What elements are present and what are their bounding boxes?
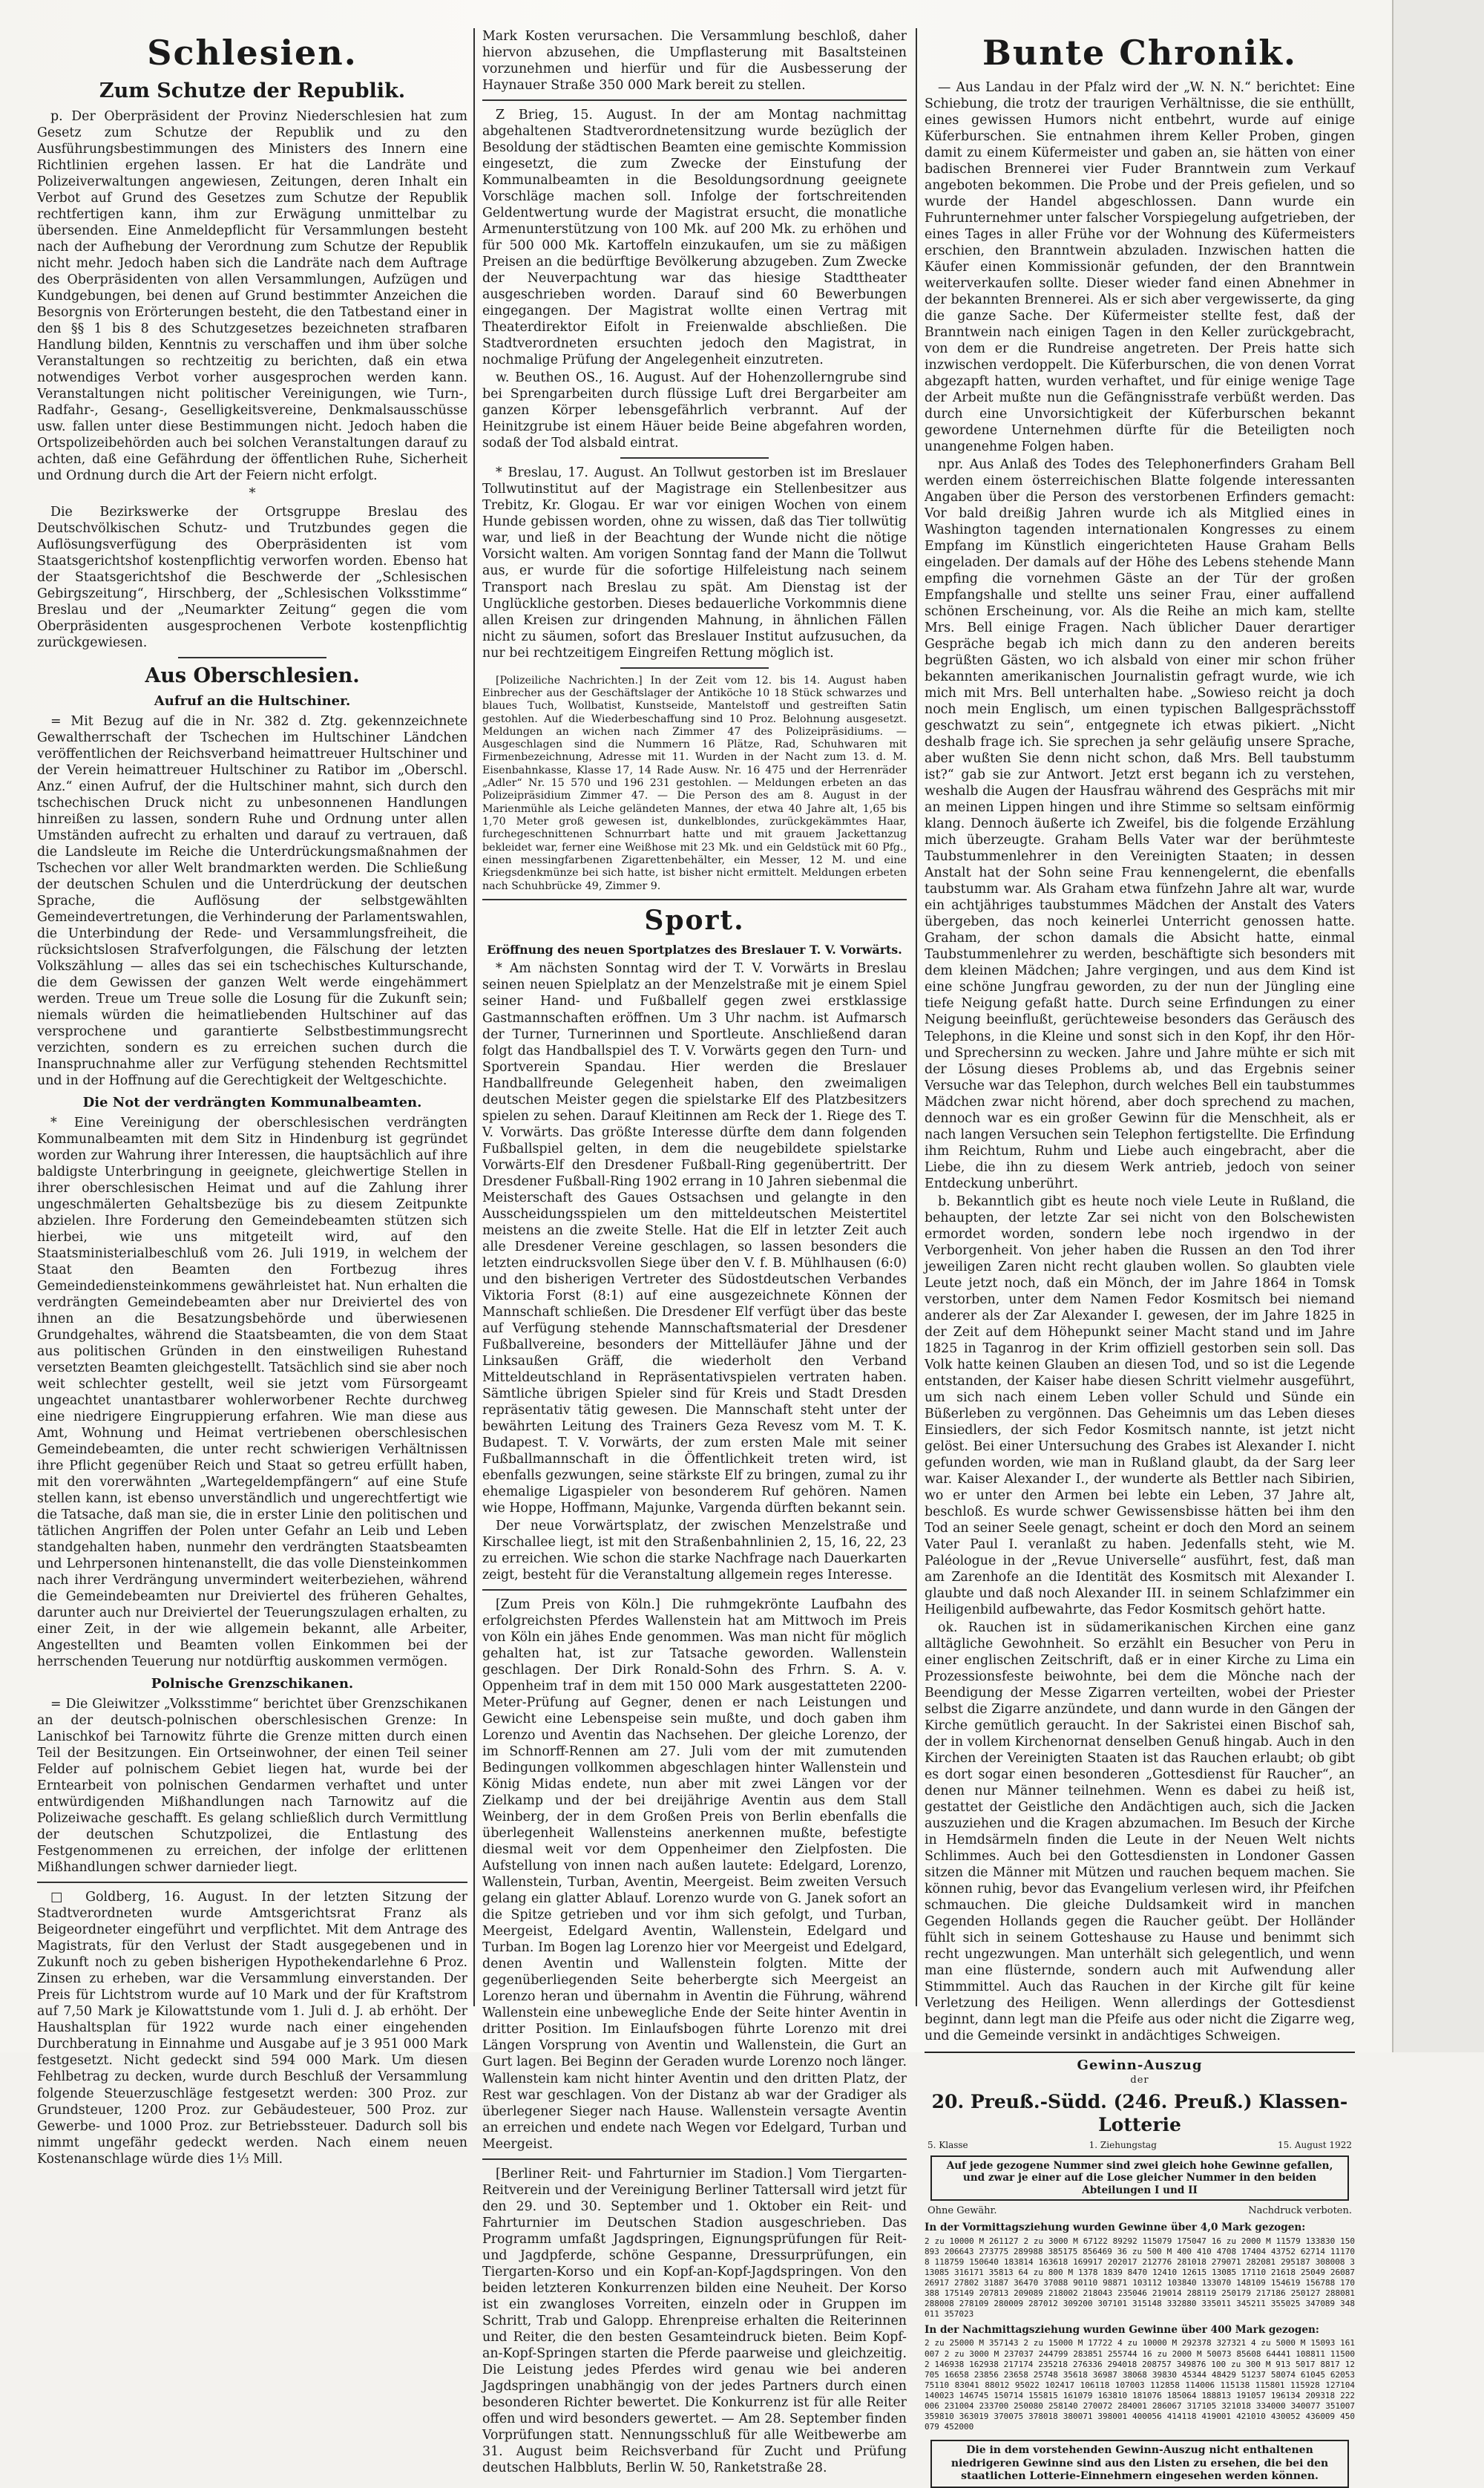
article-paragraph: = Die Gleiwitzer „Volksstimme“ berichtet über Grenzschikanen an der deutsch-polnischen oberschlesischen Grenze: In Lanischkof bei Tarnowitz führte die Grenze mitten durch einen Teil der Besitzungen. Ein Ortseinwohner, der einen Teil seiner Felder auf polnischem Gebiet liegen hat, wurde bei der Erntearbeit von polnischen Gendarmen verhaftet und unter entwürdigenden Mißhandlungen nach Tarnowitz auf die Polizeiwache geschafft. Es gelang schließlich durch Vermittlung der deutschen Schutzpolizei, die Entlastung des Festgenommenen zu erreichen, der infolge der erlittenen Mißhandlungen schwer darnieder liegt.: [37, 1697, 467, 1876]
headline-schutz-republik: Zum Schutze der Republik.: [99, 79, 406, 102]
article-paragraph: w. Beuthen OS., 16. August. Auf der Hohenzollerngrube sind bei Sprengarbeiten durch flüssige Luft drei Bergarbeiter am ganzen Körper lebensgefährlich verbrannt. Auf der Heinitzgrube ist einem Häuer beide Beine abgefahren worden, sodaß der Tod alsbald eintrat.: [482, 370, 907, 451]
lottery-date: 15. August 1922: [1277, 2139, 1352, 2150]
article-paragraph: p. Der Oberpräsident der Provinz Niederschlesien hat zum Gesetz zum Schutze der Republik und zu den Ausführungsbestimmungen des Ministers des Innern eine Richtlinien ergehen lassen. Er hat die Landräte und Polizeiverwaltungen angewiesen, Zeitungen, deren Inhalt ein Verbot auf Grund des Gesetzes zum Schutze der Republik rechtfertigen kann, ihm zur Erwägung unmittelbar zu übersenden. Eine Anmeldepflicht für Versammlungen besteht nach der Aufhebung der Verordnung zum Schutze der Republik nicht mehr. Jedoch haben sich die Landräte nach dem Auftrage des Oberpräsidenten von allen Versammlungen, Aufzügen und Kundgebungen, bei denen auf Grund bestimmter Anzeichen die Besorgnis von Erörterungen besteht, die den Tatbestand einer in den §§ 1 bis 8 des Schutzgesetzes bezeichneten strafbaren Handlung bilden, Kenntnis zu verschaffen und ihm über solche Veranstaltungen so rechtzeitig zu berichten, daß ein etwa notwendiges Verbot vorher ausgesprochen werden kann. Veranstaltungen nicht politischer Vereinigungen, wie Turn-, Radfahr-, Gesang-, Geselligkeitsvereine, Denkmalsausschüsse usw. fallen unter diese Bestimmungen nicht. Jedoch haben die Ortspolizeibehörden auch bei solchen Veranstaltungen darauf zu achten, daß eine Gefährdung der öffentlichen Ruhe, Sicherheit und Ordnung durch die Art der Feiern nicht erfolgt.: [37, 108, 467, 483]
article-paragraph: Die Bezirkswerke der Ortsgruppe Breslau des Deutschvölkischen Schutz- und Trutzbundes gegen die Auflösungsverfügung des Oberpräsidenten ist vom Staatsgerichtshof kostenpflichtig verworfen worden. Ebenso hat der Staatsgerichtshof die Beschwerde der „Schlesischen Gebirgszeitung“, Hirschberg, der „Schlesischen Volksstimme“ Breslau und der „Neumarkter Zeitung“ gegen die vom Oberpräsidenten ausgesprochenen Verbote kostenpflichtig zurückgewiesen.: [37, 504, 467, 650]
article-paragraph: ok. Rauchen ist in südamerikanischen Kirchen eine ganz alltägliche Gewohnheit. So erzählt ein Besucher von Peru in einer englischen Zeitschrift, daß er in einer Kirche zu Lima ein Prozessionsfeste beiwohnte, bei dem die Mönche nach der Beendigung der Messe Zigarren verteilten, wobei der Priester selbst die Zigarre anzündete, und dann wurde in den Gängen der Kirche gemütlich geraucht. In der Sakristei einen Bischof sah, der in vollem Kirchenornat denselben Genuß hingab. Auch in den Kirchen der Vereinigten Staaten ist das Rauchen erlaubt; ob gibt es dort sogar einen besonderen „Gottesdienst für Raucher“, an denen nur Männer teilnehmen. Wenn es dabei zu heiß ist, gestattet der Geistliche den Andächtigen auch, sich die Jacken auszuziehen und die Kragen abzumachen. Im Besuch der Kirche in Hemdsärmeln finden die Leute in der Neuen Welt nichts Schlimmes. Auch bei den Gottesdiensten in Londoner Gassen sitzen die Männer mit Mützen und rauchen bequem machen. Sie können ruhig, bevor das Evangelium verlesen wird, ihr Pfeifchen schmauchen. Die gleiche Duldsamkeit wird in manchen Gegenden Hollands gegen die Raucher geübt. Der Holländer fühlt sich in seinem Gotteshause zu Hause und benimmt sich recht ungezwungen. Man unterhält sich gelegentlich, und wenn man eine flüsternde, sondern auch mit Aufwendung aller Stimmmittel. Auch das Rauchen in der Kirche gilt für keine Verletzung des Heiligen. Wenn allerdings der Gottesdienst beginnt, dann legt man die Pfeife aus oder nicht die Zigarre weg, und die Gemeinde versinkt in andächtiges Schweigen.: [925, 1620, 1355, 2044]
article-paragraph: * Breslau, 17. August. An Tollwut gestorben ist im Breslauer Tollwutinstitut auf der Magistrage ein Stellenbesitzer aus Trebitz, Kr. Glogau. Er war vor einigen Wochen von einem Hunde gebissen worden, ohne zu wissen, daß das Tier tollwütig war, und ließ in der Beachtung der Wunde nicht die nötige Vorsicht walten. Am vorigen Sonntag fand der Mann die Tollwut aus, er wurde für die sofortige Hilfeleistung nach seinem Transport nach Breslau zu spät. Am Dienstag ist der Unglückliche gestorben. Dieses bedauerliche Vorkommnis diene allen Kreisen zur dringenden Mahnung, in ähnlichen Fällen nicht zu säumen, sofort das Breslauer Institut aufzusuchen, da nur bei rechtzeitigem Eingreifen Rettung möglich ist.: [482, 465, 907, 661]
lottery-afternoon-numbers: 2 zu 25000 M 357143 2 zu 15000 M 17722 4 zu 10000 M 292378 327321 4 zu 5000 M 15093 161007 2 zu 3000 M 237037 244799 283851 255744 16 zu 2000 M 50073 85608 64441 108811 115002 146938 162938 217174 235218 276336 294018 208757 349876 100 zu 300 M 913 5017 8817 12705 16658 23856 23658 25748 35618 36987 38068 39830 45344 48429 51237 58074 61045 62053 75110 83041 88012 95022 102417 106118 107003 112858 114006 115138 115801 115928 127104 140023 146745 150714 155815 161079 163810 181076 185064 188813 191057 196134 209318 222006 231004 233700 250080 258140 270072 284001 286067 317105 321018 334000 340077 351007 359810 363019 370075 378018 380071 398001 400056 414118 419001 421010 430052 436009 450079 452000: [925, 2338, 1355, 2432]
article-paragraph: * Am nächsten Sonntag wird der T. V. Vorwärts in Breslau seinen neuen Spielplatz an der Menzelstraße mit je einem Spiel seiner Hand- und Fußballelf gegen zwei erstklassige Gastmannschaften eröffnen. Um 3 Uhr nachm. ist Aufmarsch der Turner, Turnerinnen und Sportleute. Anschließend daran folgt das Handballspiel des T. V. Vorwärts gegen den Turn- und Sportverein Spandau. Hier werden die Breslauer Handballfreunde Gelegenheit haben, den zweimaligen deutschen Meister gegen die spielstarke Elf des Platzbesitzers spielen zu sehen. Darauf Kleitinnen am Reck der 1. Riege des T. V. Vorwärts. Das größte Interesse dürfte dem dann folgenden Fußballspiel gelten, in dem die neugebildete spielstarke Vorwärts-Elf den Dresdener Fußball-Ring gegenübertritt. Der Dresdener Fußball-Ring 1902 errang in 10 Jahren siebenmal die Meisterschaft des Gaues Ostsachsen und gelangte in den Ausscheidungsspielen um den mitteldeutschen Meistertitel meistens an die zweite Stelle. Hat die Elf in letzter Zeit auch alle Dresdener Vereine geschlagen, so lassen besonders die letzten eindrucksvollen Siege über den V. f. B. Mühlhausen (6:0) und den bisherigen Vertreter des Südostdeutschen Verbandes Viktoria Forst (8:1) auf eine ausgezeichnete Können der Mannschaft schließen. Die Dresdener Elf verfügt über das beste auf Verfügung stehende Mannschaftsmaterial der Dresdener Fußballvereine, besonders der Mittelläufer Jähne und der Linksaußen Gräff, die wiederholt den Verband Mitteldeutschland in Repräsentativspielen vertraten haben. Sämtliche übrigen Spieler sind für Kreis und Stadt Dresden repräsentativ tätig gewesen. Die Mannschaft steht unter der bewährten Leitung des Trainers Geza Revesz vom M. T. K. Budapest. T. V. Vorwärts, der zum ersten Male mit seiner Fußballmannschaft in die Öffentlichkeit treten wird, ist ebenfalls gezwungen, seine stärkste Elf zu bringen, zumal zu ihr ehemalige Ligaspieler von besonderem Ruf gehören. Namen wie Hoppe, Hoffmann, Majunke, Vargenda dürften bekannt sein.: [482, 961, 907, 1516]
lottery-head-der: der: [1130, 2075, 1149, 2086]
column-divider: [916, 28, 917, 2006]
section-title-bunte-chronik: Bunte Chronik.: [982, 33, 1298, 73]
lottery-notice: Auf jede gezogene Nummer sind zwei gleich hohe Gewinne gefallen, und zwar je einer auf die Lose gleicher Nummer in den beiden Abteilungen I und II: [930, 2155, 1349, 2201]
page-margin: [1393, 0, 1484, 2052]
lottery-disclaimers: [925, 2205, 1355, 2217]
column-schlesien: [37, 28, 467, 2167]
headline-oberschlesien: Aus Oberschlesien.: [145, 664, 360, 687]
article-paragraph: □ Goldberg, 16. August. In der letzten Sitzung der Stadtverordneten wurde Amtsgerichtsrat Franz als Beigeordneter eingeführt und verpflichtet. Mit dem Antrage des Magistrats, für den Verlust der Stadt ausgegebenen und in Zukunft noch zu geben bisherigen Hypothekendarlehne 6 Proz. Zinsen zu erheben, war die Versammlung einverstanden. Der Preis für Lichtstrom wurde auf 10 Mark und der für Kraftstrom auf 7,50 Mark je Kilowattstunde vom 1. Juli d. J. ab erhöht. Der Haushaltsplan für 1922 wurde nach einer eingehenden Durchberatung in Einnahme und Ausgabe auf je 3 951 000 Mark festgesetzt. Nicht gedeckt sind 594 000 Mark. Um diesen Fehlbetrag zu decken, wurde durch Beschluß der Versammlung folgende Steuerzuschläge festgesetzt werden: 300 Proz. zur Grundsteuer, 1200 Proz. zur Gebäudesteuer, 500 Proz. zur Gewerbe- und 1000 Proz. zur Betriebssteuer. Dadurch soll bis nimmt ungefähr gedeckt werden. Nach einem neuen Kostenanschlage würde dies 1⅓ Mill.: [37, 1890, 467, 2167]
article-paragraph: [Berliner Reit- und Fahrturnier im Stadion.] Vom Tiergarten-Reitverein und der Vereinigung Berliner Tattersall wird jetzt für den 29. und 30. September und 1. Oktober ein Reit- und Fahrturnier im Deutschen Stadion ausgeschrieben. Das Programm umfaßt Jagdspringen, Eignungsprüfungen für Reit- und Jagdpferde, schöne Gespanne, Dressurprüfungen, ein Tiergarten-Korso und ein Kopf-an-Kopf-Jagdspringen. Von den beiden letzteren Konkurrenzen bilden eine Neuheit. Der Korso ist ein zwangloses Vorreiten, einzeln oder in Gruppen im Schritt, Trab und Galopp. Ehrenpreise erhalten die Reiterinnen und Reiter, die den besten Gesamteindruck bieten. Beim Kopf-an-Kopf-Springen starten die Pferde paarweise und gleichzeitig. Die Leistung jedes Pferdes wird genau wie bei anderen Jagdspringen unabhängig von der jedes Partners durch einen besonderen Richter bewertet. Die Konkurrenz ist für alle Reiter offen und wird besonders gewertet. — Am 28. September finden Vorprüfungen statt. Nennungsschluß für alle Weitbewerbe am 31. August beim Reichsverband für Zucht und Prüfung deutschen Halbbluts, Berlin W. 50, Ranketstraße 28.: [482, 2166, 907, 2475]
column-divider: [473, 28, 475, 2006]
lottery-morning-numbers: 2 zu 10000 M 261127 2 zu 3000 M 67122 89292 115079 175047 16 zu 2000 M 11579 133830 150893 206643 273775 289988 385175 856469 36 zu 500 M 400 410 4708 17404 43752 62714 111708 118759 150640 183814 163618 169917 202017 212776 281018 279071 282081 295187 308008 313085 316171 35813 64 zu 800 M 1378 1839 8470 12410 12615 13085 17110 21618 25049 26087 26917 27802 31887 36470 37088 90110 98871 103112 103840 133070 148109 154619 156788 170388 175149 207813 209089 218002 218043 235046 219014 288119 250179 217186 250127 288081 288008 278109 280009 287012 309200 307101 315148 332880 335011 345211 355025 347089 348011 357023: [925, 2236, 1355, 2320]
separator-rule: [37, 1882, 467, 1883]
lottery-footer: Die in dem vorstehenden Gewinn-Auszug nicht enthaltenen niedrigeren Gewinne sind aus den Listen zu ersehen, die bei den staatlichen Lotterie-Einnehmern eingesehen werden können.: [930, 2440, 1349, 2488]
article-paragraph: Der neue Vorwärtsplatz, der zwischen Menzelstraße und Kirschallee liegt, ist mit den Straßenbahnlinien 2, 15, 16, 22, 23 zu erreichen. Wie schon die starke Nachfrage nach Dauerkarten zeigt, besteht für die Veranstaltung allgemein reges Interesse.: [482, 1518, 907, 1583]
separator-rule: [482, 2158, 907, 2160]
article-paragraph: b. Bekanntlich gibt es heute noch viele Leute in Rußland, die behaupten, der letzte Zar sei nicht von den Bolschewisten ermordet worden, sondern lebe noch irgendwo in der Verborgenheit. Von jeher haben die Russen an den Tod ihrer jeweiligen Zaren nicht recht glauben wollen. So glaubten viele Leute jetzt noch, daß ein Mönch, der im Jahre 1864 in Tomsk verstorben, unter dem Namen Fedor Kosmitsch bei niemand anderer als der Zar Alexander I. gewesen, der im Jahre 1825 in der Zeit auf dem Höhepunkt seiner Macht stand und im Jahre 1825 in Taganrog in der Krim offiziell gestorben sein soll. Das Volk hatte keinen Glauben an diesen Tod, und so ist die Legende entstanden, der Kaiser habe diesen Schritt vielmehr ausgeführt, um sich nach einem Leben voller Schuld und Sünde ein Büßerleben zu vergönnen. Das Geheimnis um das Leben dieses Einsiedlers, der sich Fedor Kosmitsch nannte, ist jetzt nicht gelöst. Bei einer Untersuchung des Grabes ist Alexander I. nicht gefunden worden, wie man in Rußland glaubt, da der Sarg leer war. Kaiser Alexander I., der wunderte als Bettler nach Sibirien, wo er unter den Armen bei lebte ein Leben, 37 Jahre alt, beschloß. Es wurde schwer Gewissensbisse hätten bei ihm den Tod an seiner Seele genagt, scheint er doch den Mord an seinem Vater Paul I. veranlaßt zu haben. Jedenfalls steht, wie M. Paléologue in der „Revue Universelle“ ausführt, fest, daß man am Zarenhofe an die Identität des Kosmitsch mit Alexander I. glaubte und daß noch Alexander III. in seinem Schlafzimmer ein Heiligenbild aufbewahrte, das Fedor Kosmitsch gehört hatte.: [925, 1194, 1355, 1618]
lottery-no-reprint: Nachdruck verboten.: [1248, 2205, 1352, 2217]
subhead-kommunalbeamte: Die Not der verdrängten Kommunalbeamten.: [82, 1095, 422, 1111]
lottery-results: [925, 2052, 1355, 2487]
separator-asterisk: *: [249, 485, 256, 501]
article-paragraph: Mark Kosten verursachen. Die Versammlung beschloß, daher hiervon abzusehen, die Umpflasterung mit Basaltsteinen vorzunehmen und hierfür und für die Ausbesserung der Haynauer Straße 350 000 Mark bereit zu stellen.: [482, 29, 907, 94]
subhead-grenzschikanen: Polnische Grenzschikanen.: [151, 1676, 354, 1692]
article-paragraph: [Zum Preis von Köln.] Die ruhmgekrönte Laufbahn des erfolgreichsten Pferdes Wallenstein hat am Mittwoch im Preis von Köln ein jähes Ende genommen. Was man nicht für möglich gehalten hat, ist zur Tatsache geworden. Wallenstein geschlagen. Der Dirk Ronald-Sohn des Frhrn. S. A. v. Oppenheim traf in dem mit 150 000 Mark ausgestatteten 2200-Meter-Prüfung auf Gegner, denen er nach Leistungen und Gewicht eine Lebenspeise sein mußte, und doch gaben ihm Lorenzo und Aventin das Nachsehen. Der gleiche Lorenzo, der im Schnorff-Rennen am 27. Juli vom der mit zumutenden Bedingungen vollkommen abgeschlagen hinter Wallenstein und König Midas endete, nun aber mit zwei Längen vor der Zielkamp und der bei dreijährige Aventin aus dem Stall Weinberg, der in dem Großen Preis von Berlin ebenfalls die überlegenheit Wallensteins anerkennen mußte, befestigte diesmal weit vor dem Oppenheimer den Zielpfosten. Die Aufstellung von innen nach außen lautete: Edelgard, Lorenzo, Wallenstein, Turban, Aventin, Meergeist. Beim zweiten Versuch gelang ein glatter Ablauf. Lorenzo wurde von G. Janek sofort an die Spitze getrieben und vor ihm sich gefolgt, und Turban, Meergeist, Edelgard Aventin, Wallenstein, Edelgard und Turban. Im Bogen lag Lorenzo hier vor Meergeist und Edelgard, denen Aventin und Wallenstein folgten. Mitte der gegenüberliegenden Seite beherbergte sich Meergeist an Lorenzo heran und übernahm in Aventin die Führung, während Wallenstein eine unbewegliche Ende der Seite hinter Aventin in dritter Position. Im Einlaufsbogen führte Lorenzo mit drei Längen Vorsprung von Aventin und Wallenstein, die Gurt an Gurt lagen. Bei Beginn der Geraden wurde Lorenzo noch länger. Wallenstein kam nicht hinter Aventin und den dritten Platz, der Rest war geschlagen. Von der Distanz ab war der Gradiger als überlegener Sieger nach Hause. Wallenstein versagte Aventin an erreichen und endete nach Wegen vor Edelgard, Turban und Meergeist.: [482, 1597, 907, 2152]
article-paragraph: npr. Aus Anlaß des Todes des Telephonerfinders Graham Bell werden einem österreichischen Blatte folgende interessanten Angaben über die Person des verstorbenen Erfinders gemacht: Vor bald dreißig Jahren wurde ich als Mitglied eines in Washington tagenden internationalen Kongresses zu einem Empfang im Künstlich eingerichteten Hause Graham Bells eingeladen. Der damals auf der Höhe des Lebens stehende Mann empfing die vornehmen Gäste an der Tür der großen Empfangshalle und stellte uns seiner Frau, einer auffallend schönen Erscheinung, vor. Als die Reihe an mich kam, stellte Mrs. Bell einige Fragen. Nach üblicher Dauer derartiger Gespräche begab ich mich dann zu den anderen bereits begrüßten Gästen, wo ich alsbald von einer mir schon früher bekannten amerikanischen Journalistin gefragt wurde, wie ich mich mit Mrs. Bell unterhalten habe. „Sowieso reicht ja doch noch mein Englisch, um einen typischen Ballgesprächsstoff geschwatzt zu sein“, entgegnete ich etwas pikiert. „Nicht deshalb frage ich. Sie sprechen ja sehr geläufig unsere Sprache, aber wußten Sie denn nicht schon, daß Mrs. Bell taubstumm ist?“ gab sie zur Antwort. Jetzt erst begann ich zu verstehen, weshalb die Augen der Hausfrau während des Gesprächs mit mir an meinen Lippen hingen und ihre Stimme so seltsam einförmig klang. Dennoch äußerte ich Zweifel, bis die folgende Erzählung mich überzeugte. Graham Bells Vater war der berühmteste Taubstummenlehrer in den Vereinigten Staaten; in dessen Anstalt hat der Sohn seine Frau kennengelernt, die ebenfalls taubstumm war. Als Graham etwa fünfzehn Jahre alt war, wurde ein achtjähriges taubstummes Mädchen der Anstalt des Vaters übergeben, das noch keinerlei Unterricht genossen hatte. Graham, der schon damals die Absicht hatte, einmal Taubstummenlehrer zu werden, beschäftigte sich besonders mit dem kleinen Mädchen; Jahre vergingen, und aus dem Kind ist eine schöne Jungfrau geworden, zu der nun der Jüngling eine tiefe Neigung gefaßt hatte. Durch seine Erfindungen zu einer Neigung beeinflußt, gerüchteweise besonders das Geräusch des Telephons, in die Kleine und sonst sich in den Kopf, ihr den Hör- und Sprechersinn zu wecken. Jahre und Jahre mühte er sich mit der Lösung dieses Problems ab, und das Ergebnis seiner Versuche war das Telephon, durch welches Bell ein taubstummes Mädchen zwar nicht hörend, aber doch sprechend zu machen, dennoch war es ein großer Gewinn für die Menschheit, als er nach langen Versuchen sein Telephon fertigstellte. Die Erfindung ihm Reichtum, Ruhm und Liebe auch eingebracht, aber die Liebe, die ihn zu diesem Werk antrieb, jedoch von seiner Entdeckung unberührt.: [925, 456, 1355, 1191]
subhead-aufruf: Aufruf an die Hultschiner.: [154, 693, 351, 709]
section-title-schlesien: Schlesien.: [147, 33, 358, 73]
separator-rule: [620, 667, 769, 669]
subhead-sportplatz: Eröffnung des neuen Sportplatzes des Breslauer T. V. Vorwärts.: [487, 943, 902, 957]
column-bunte-chronik: [925, 28, 1355, 2483]
lottery-afternoon-heading: In der Nachmittagsziehung wurden Gewinne über 400 Mark gezogen:: [925, 2324, 1319, 2337]
article-paragraph: Z Brieg, 15. August. In der am Montag nachmittag abgehaltenen Stadtverordnetensitzung wurde bezüglich der Besoldung der städtischen Beamten eine gemischte Kommission eingesetzt, die zum Zwecke der Einstufung der Kommunalbeamten in die Besoldungsordnung geeignete Vorschläge machen soll. Infolge der fortschreitenden Geldentwertung wurde der Magistrat ersucht, die monatliche Armenunterstützung von 100 Mk. auf 200 Mk. zu erhöhen und für 500 000 Mk. Kartoffeln einzukaufen, um sie zu mäßigen Preisen an die bedürftige Bevölkerung abzugeben. Zum Zwecke der Neuverpachtung war das hiesige Stadttheater ausgeschrieben worden. Darauf sind 60 Bewerbungen eingegangen. Der Magistrat wollte einen Vertrag mit Theaterdirektor Eifolt in Freienwalde abschließen. Die Stadtverordneten ersuchten jedoch den Magistrat, in nochmalige Prüfung der Angelegenheit einzutreten.: [482, 108, 907, 368]
police-notice: [Polizeiliche Nachrichten.] In der Zeit vom 12. bis 14. August haben Einbrecher aus der Geschäftslager der Antiköche 10 18 Stück schwarzes und blaues Tuch, Wollbatist, Kunstseide, Mantelstoff und gestreiften Satin gestohlen. Auf die Wiederbeschaffung sind 10 Proz. Belohnung ausgesetzt. Meldungen an wichen nach Zimmer 47 des Polizeipräsidiums. — Ausgeschlagen sind die Nummern 16 Plätze, Rad, Schuhwaren mit Firmenbezeichnung, Adresse mit 11. Wurden in der Nacht zum 13. d. M. Eisenbahnkasse, Klasse 17, 14 Rade Ausw. Nr. 16 475 und der Herrenräder „Adler“ Nr. 15 570 und 196 231 gestohlen. — Meldungen erbeten an das Polizeipräsidium Zimmer 47. — Die Person des am 8. August in der Marienmühle als Leiche geländeten Mannes, der etwa 40 Jahre alt, 1,65 bis 1,70 Meter groß gewesen ist, dunkelblondes, zurückgekämmtes Haar, furchegeschnittenen Schnurrbart hatte und mit grauem Jackettanzug bekleidet war, ferner eine Weißhose mit 23 Mk. und ein Geldstück mit 60 Pfg., einen messingfarbenen Zigarettenbehälter, ein Messer, 12 M. und eine Kriegsdenkmünze bei sich hatte, ist bisher nicht ermittelt. Meldungen erbeten nach Schuhbrücke 49, Zimmer 9.: [482, 674, 907, 892]
article-paragraph: * Eine Vereinigung der oberschlesischen verdrängten Kommunalbeamten mit dem Sitz in Hindenburg ist gegründet worden zur Wahrung ihrer Interessen, die hauptsächlich auf ihre baldigste Unterbringung in geeignete, gleichwertige Stellen in ihrer oberschlesischen Heimat und auf die Zahlung ihrer ungeschmälerten Gehaltsbezüge bis zu diesem Zeitpunkte abzielen. Ihre Forderung den Gemeindebeamten stützen sich hierbei, wie uns mitgeteilt wird, auf den Staatsministerialbeschluß vom 26. Juli 1919, in welchem der Staat den Beamten den Fortbezug ihres Gemeindediensteinkommens gewährleistet hat. Nun erhalten die verdrängten Gemeindebeamten aber nur Dreiviertel des von ihnen an die Besatzungsbehörde und überwiesenen Grundgehaltes, während die Staatsbeamten, die von dem Staat aus politischen Gründen in den einstweiligen Ruhestand versetzten Beamten gleichgestellt. Tatsächlich sind sie aber noch weit schlechter gestellt, weil sie jetzt vom Fürsorgeamt ungeachtet unantastbarer wohlerworbener Rechte durchweg eine niedrigere Eingruppierung erfahren. Wie man diese aus Amt, Wohnung und Heimat vertriebenen oberschlesischen Gemeindebeamten, die unter recht schwierigen Verhältnissen ihre Pflicht gegenüber Reich und Staat so getreu erfüllt haben, mit den vorerwähnten „Wartegeldempfängern“ auf eine Stufe stellen kann, ist ebenso unverständlich und ungerechtfertigt wie die Tatsache, daß man sie, die in erster Linie den politischen und tätlichen Angriffen der Polen unter Gefahr an Leib und Leben standgehalten haben, nunmehr den verdrängten Staatsbeamten und Lehrpersonen hintenanstellt, die das volle Diensteinkommen nach ihrer Verdrängung unvermindert weiterbeziehen, während die Gemeindebeamten nur Dreiviertel des früheren Gehaltes, darunter auch nur Dreiviertel der Teuerungszulagen erhalten, zu einer Zeit, in der wie allgemein bekannt, alle Arbeiter, Angestellten und Beamten vollen Einkommen bei der herrschenden Teuerung nur notdürftig auskommen vermögen.: [37, 1115, 467, 1670]
lottery-title: 20. Preuß.-Südd. (246. Preuß.) Klassen-Lotterie: [931, 2090, 1348, 2136]
lottery-head: Gewinn-Auszug: [1077, 2057, 1203, 2074]
article-paragraph: = Mit Bezug auf die in Nr. 382 d. Ztg. gekennzeichnete Gewaltherrschaft der Tschechen im Hultschiner Ländchen veröffentlichen der Reichsverband heimattreuer Hultschiner und der Verein heimattreuer Hultschiner zu Ratibor im „Oberschl. Anz.“ einen Aufruf, der die Hultschiner mahnt, sich durch den tschechischen Druck nicht zu unbesonnenen Handlungen hinreißen zu lassen, sondern Ruhe und Ordnung unter allen Umständen aufrecht zu erhalten und darauf zu vertrauen, daß die Landsleute im Reiche die Unterdrückungsmaßnahmen der Tschechen vor aller Welt brandmarkten werden. Die Schließung der deutschen Schulen und die Unterdrückung der deutschen Sprache, die Auflösung der selbstgewählten Gemeindevertretungen, die Verhinderung der Parlamentswahlen, die Unterbindung der Rede- und Versammlungsfreiheit, die rücksichtslosen Strafverfolgungen, die Fälschung der letzten Volkszählung — alles das sei ein tschechisches Kulturschande, die dem Gewissen der ganzen Welt werde eingehämmert werden. Treue um Treue solle die Losung für die Zukunft sein; niemals würden die heimatliebenden Hultschiner auf das versprochene und garantierte Selbstbestimmungsrecht verzichten, sondern es zu erreichen suchen durch die Inanspruchnahme aller zur Verfügung stehenden Rechtsmittel und in der Hoffnung auf die Gerechtigkeit der Weltgeschichte.: [37, 713, 467, 1089]
column-local-news: [482, 28, 907, 2475]
separator-rule: [482, 99, 907, 101]
separator-rule: [482, 899, 907, 900]
lottery-no-guarantee: Ohne Gewähr.: [928, 2205, 997, 2217]
separator-rule: [178, 657, 326, 658]
lottery-draw-day: 1. Ziehungstag: [1089, 2139, 1157, 2150]
separator-rule: [482, 1589, 907, 1591]
article-paragraph: — Aus Landau in der Pfalz wird der „W. N. N.“ berichtet: Eine Schiebung, die trotz der traurigen Verhältnisse, die sie enthüllt, eines gewissen Humors nicht entbehrt, wurde auf einige Küferburschen. Sie entnahmen ihrem Keller Proben, gingen damit zu einem Küfermeister und gaben an, sie hätten von einer badischen Brennerei vier Fuder Branntwein zum Verkauf angeboten bekommen. Die Probe und der Preis gefielen, und so wurde der Handel abgeschlossen. Dann wurde ein Fuhrunternehmer unter falscher Vorspiegelung aufgetrieben, der eines Tages in aller Frühe vor der Wohnung des Küfermeisters erschien, den Branntwein abzuladen. Inzwischen hatten die Käufer einen Kommissionär gefunden, der den Branntwein weiterverkaufen sollte. Dieser wieder fand einen Abnehmer in der bekannten Brennerei. Als er sich aber vergewisserte, da ging die ganze Sache. Der Küfermeister stellte fest, daß der Branntwein nach einigen Tagen in den Keller zurückgebracht, von dem er die Rundreise angetreten. Der Preis hatte sich inzwischen verdoppelt. Die Küferburschen, die von denen Vorrat abgezapft hatten, wurden verhaftet, und für einige wenige Tage der Arbeit mußte nun die Gefängnisstrafe verbüßt werden. Das durch eine Unvorsichtigkeit der Küferburschen bekannt gewordene Unternehmen dürfte für die Beteiligten noch unangenehme Folgen haben.: [925, 79, 1355, 454]
section-title-sport: Sport.: [644, 904, 745, 936]
lottery-meta: [925, 2140, 1355, 2151]
separator-rule: [620, 457, 769, 459]
lottery-class: 5. Klasse: [928, 2139, 968, 2150]
lottery-morning-heading: In der Vormittagsziehung wurden Gewinne über 4,0 Mark gezogen:: [925, 2222, 1306, 2234]
